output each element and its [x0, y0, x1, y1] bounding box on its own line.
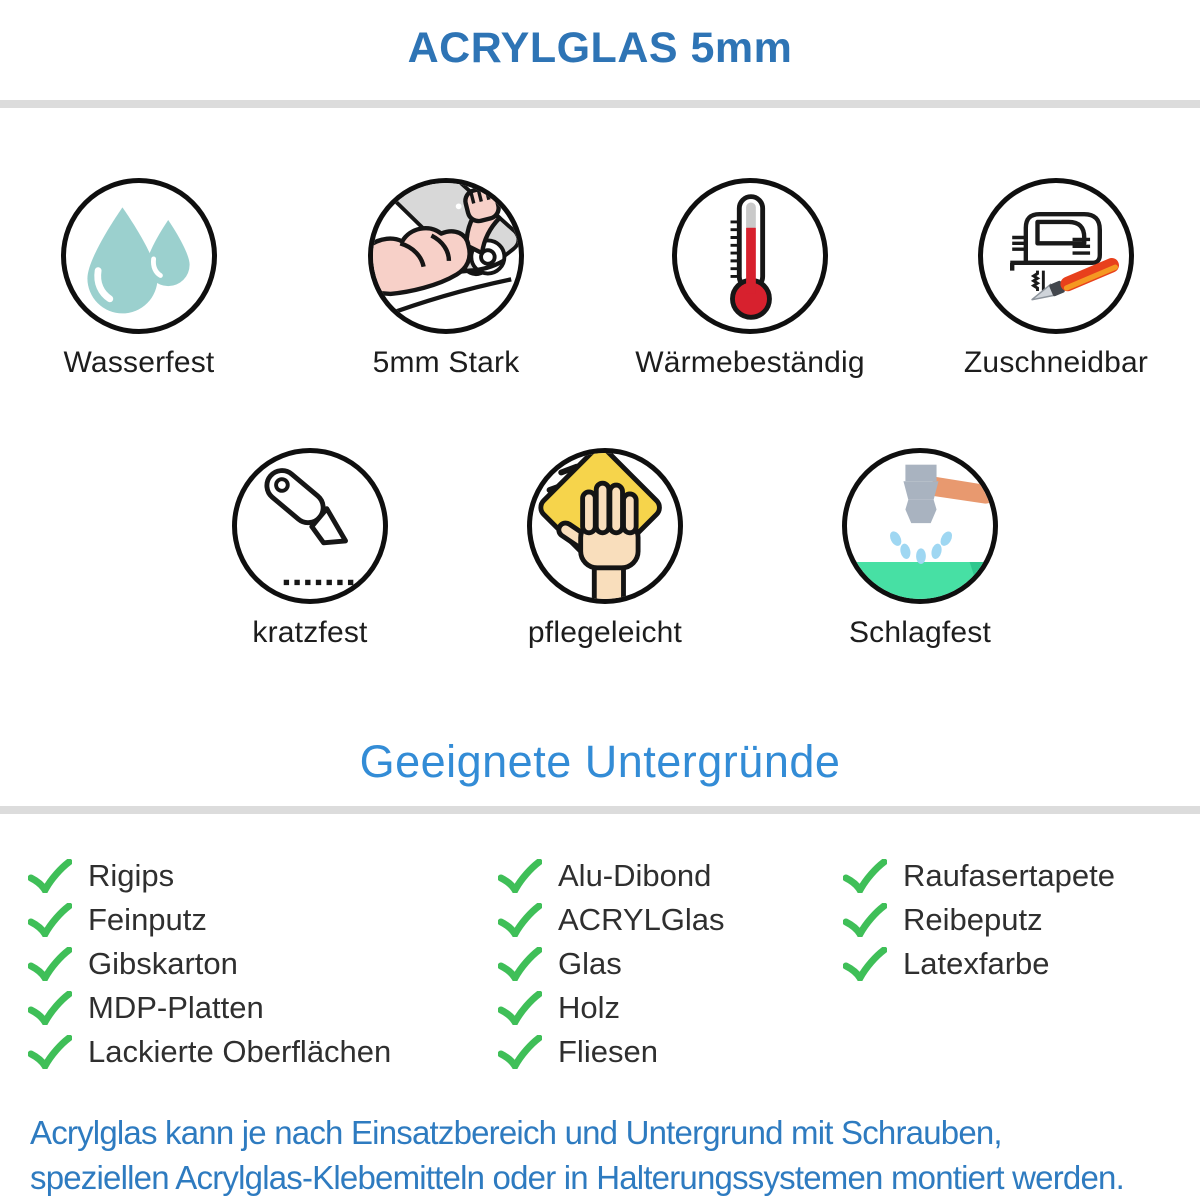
- feature-icon-circle: [672, 178, 828, 334]
- check-icon: [28, 903, 72, 937]
- feature-label: Schlagfest: [848, 616, 992, 649]
- surface-item: [28, 988, 264, 1028]
- mounting-note: [30, 1110, 1180, 1200]
- surface-item: [498, 900, 725, 940]
- page-title: ACRYLGLAS 5mm: [407, 24, 793, 72]
- surface-label: Gibskarton: [88, 946, 238, 981]
- check-icon: [28, 991, 72, 1025]
- feature-label: pflegeleicht: [527, 616, 683, 649]
- surface-label: Holz: [558, 990, 621, 1025]
- feature-5mm-stark: [306, 178, 586, 380]
- hand-with-cloth-icon: [532, 453, 678, 599]
- check-icon: [843, 903, 887, 937]
- feature-label: Zuschneidbar: [963, 346, 1149, 379]
- thermometer-icon: [677, 183, 823, 329]
- check-icon: [28, 1035, 72, 1069]
- surface-item: [28, 900, 207, 940]
- check-icon: [843, 859, 887, 893]
- surface-item: [843, 856, 1115, 896]
- surface-item: [28, 1032, 391, 1072]
- check-icon: [843, 947, 887, 981]
- feature-icon-circle: [61, 178, 217, 334]
- feature-icon-circle: [232, 448, 388, 604]
- feature-pflegeleicht: [465, 448, 745, 650]
- surface-label: MDP-Platten: [88, 990, 264, 1025]
- feature-waermebestaendig: [610, 178, 890, 380]
- surface-label: Reibeputz: [903, 902, 1043, 937]
- surface-label: Lackierte Oberflächen: [88, 1034, 392, 1069]
- water-drops-icon: [66, 183, 212, 329]
- feature-icon-circle: [978, 178, 1134, 334]
- divider-middle: [0, 806, 1200, 814]
- utility-knife-icon: [237, 453, 383, 599]
- feature-wasserfest: [0, 178, 279, 380]
- mounting-note-line2: speziellen Acrylglas-Klebemitteln oder in Halterungssystemen montiert werden.: [30, 1159, 1124, 1196]
- feature-icon-circle: [527, 448, 683, 604]
- feature-label: Wasserfest: [63, 346, 215, 379]
- surface-item: [498, 1032, 658, 1072]
- check-icon: [28, 859, 72, 893]
- feature-kratzfest: [170, 448, 450, 650]
- surface-label: Rigips: [88, 858, 175, 893]
- surface-label: Glas: [558, 946, 622, 981]
- mounting-note-line1: Acrylglas kann je nach Einsatzbereich und Untergrund mit Schrauben,: [30, 1114, 1002, 1151]
- check-icon: [498, 1035, 542, 1069]
- feature-schlagfest: [780, 448, 1060, 650]
- feature-icon-circle: [368, 178, 524, 334]
- check-icon: [498, 947, 542, 981]
- jigsaw-and-cutter-icon: [983, 183, 1129, 329]
- feature-label: 5mm Stark: [372, 346, 520, 379]
- check-icon: [498, 903, 542, 937]
- feature-label: kratzfest: [252, 616, 368, 649]
- surface-item: [498, 944, 622, 984]
- divider-top: [0, 100, 1200, 108]
- check-icon: [28, 947, 72, 981]
- surface-item: [498, 988, 620, 1028]
- surface-label: Latexfarbe: [903, 946, 1050, 981]
- hammer-impact-icon: [847, 453, 993, 599]
- surface-label: Fliesen: [558, 1034, 658, 1069]
- surface-label: Feinputz: [88, 902, 207, 937]
- flexed-arm-with-sheet-icon: [373, 183, 519, 329]
- surface-label: ACRYLGlas: [558, 902, 725, 937]
- check-icon: [498, 991, 542, 1025]
- surface-label: Raufasertapete: [903, 858, 1115, 893]
- feature-label: Wärmebeständig: [635, 346, 865, 379]
- feature-icon-circle: [842, 448, 998, 604]
- check-icon: [498, 859, 542, 893]
- surface-item: [843, 900, 1043, 940]
- surfaces-heading: Geeignete Untergründe: [359, 736, 841, 787]
- surface-item: [843, 944, 1050, 984]
- surface-item: [28, 856, 174, 896]
- feature-zuschneidbar: [916, 178, 1196, 380]
- surface-item: [28, 944, 238, 984]
- surface-label: Alu-Dibond: [558, 858, 712, 893]
- surface-item: [498, 856, 711, 896]
